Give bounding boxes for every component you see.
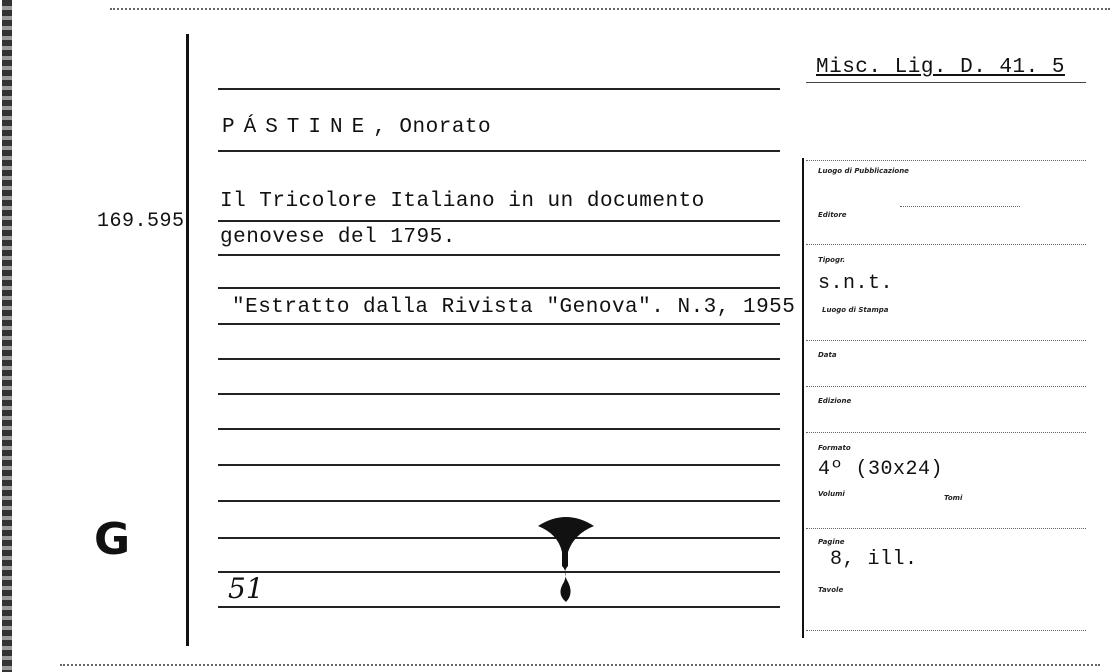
extract-note: "Estratto dalla Rivista "Genova". N.3, 1955 bbox=[232, 296, 796, 319]
rule-line bbox=[218, 537, 780, 539]
title-line-1: Il Tricolore Italiano in un documento bbox=[220, 190, 705, 213]
side-rule bbox=[806, 244, 1086, 245]
side-rule bbox=[806, 386, 1086, 387]
rule-line bbox=[218, 571, 780, 573]
side-rule bbox=[806, 340, 1086, 341]
top-border bbox=[110, 8, 1110, 10]
rule-line bbox=[218, 323, 780, 325]
side-rule bbox=[806, 160, 1086, 161]
rule-line bbox=[218, 220, 780, 222]
shelfmark: Misc. Lig. D. 41. 5 bbox=[816, 56, 1065, 79]
author-surname: PÁSTINE bbox=[222, 116, 374, 139]
rule-line bbox=[218, 287, 780, 289]
rule-line bbox=[218, 88, 780, 90]
label-publisher: Editore bbox=[818, 211, 847, 219]
inventory-number: 169.595 bbox=[97, 210, 185, 233]
label-date: Data bbox=[818, 351, 837, 359]
label-tomes: Tomi bbox=[944, 494, 963, 502]
margin-line bbox=[186, 34, 189, 646]
label-place-of-print: Luogo di Stampa bbox=[822, 306, 889, 314]
rule-line bbox=[218, 358, 780, 360]
label-volumes: Volumi bbox=[818, 490, 845, 498]
punch-mark bbox=[534, 512, 598, 604]
label-place: Luogo di Pubblicazione bbox=[818, 167, 909, 175]
label-plates: Tavole bbox=[818, 586, 844, 594]
rule-line bbox=[218, 393, 780, 395]
rule-line bbox=[218, 150, 780, 152]
label-format: Formato bbox=[818, 444, 851, 452]
rule-line bbox=[218, 254, 780, 256]
left-edge bbox=[2, 0, 12, 672]
pages-value: 8, ill. bbox=[830, 548, 918, 571]
side-rule bbox=[900, 206, 1020, 207]
side-rule bbox=[806, 630, 1086, 631]
rule-line bbox=[218, 464, 780, 466]
handwritten-number: 51 bbox=[228, 572, 264, 605]
shelfmark-rule bbox=[806, 82, 1086, 83]
section-letter: G bbox=[94, 514, 131, 565]
side-rule bbox=[806, 432, 1086, 433]
side-column-line bbox=[802, 158, 804, 638]
rule-line bbox=[218, 428, 780, 430]
label-edition: Edizione bbox=[818, 397, 852, 405]
rule-line bbox=[218, 606, 780, 608]
rule-line bbox=[218, 500, 780, 502]
title-line-2: genovese del 1795. bbox=[220, 226, 456, 249]
format-value: 4º (30x24) bbox=[818, 458, 944, 481]
label-printer: Tipogr. bbox=[818, 256, 846, 264]
label-pages: Pagine bbox=[818, 538, 845, 546]
bottom-border bbox=[60, 664, 1100, 666]
printer-value: s.n.t. bbox=[818, 272, 894, 295]
author-forename: , Onorato bbox=[373, 116, 492, 139]
side-rule bbox=[806, 528, 1086, 529]
author-heading bbox=[222, 116, 491, 139]
